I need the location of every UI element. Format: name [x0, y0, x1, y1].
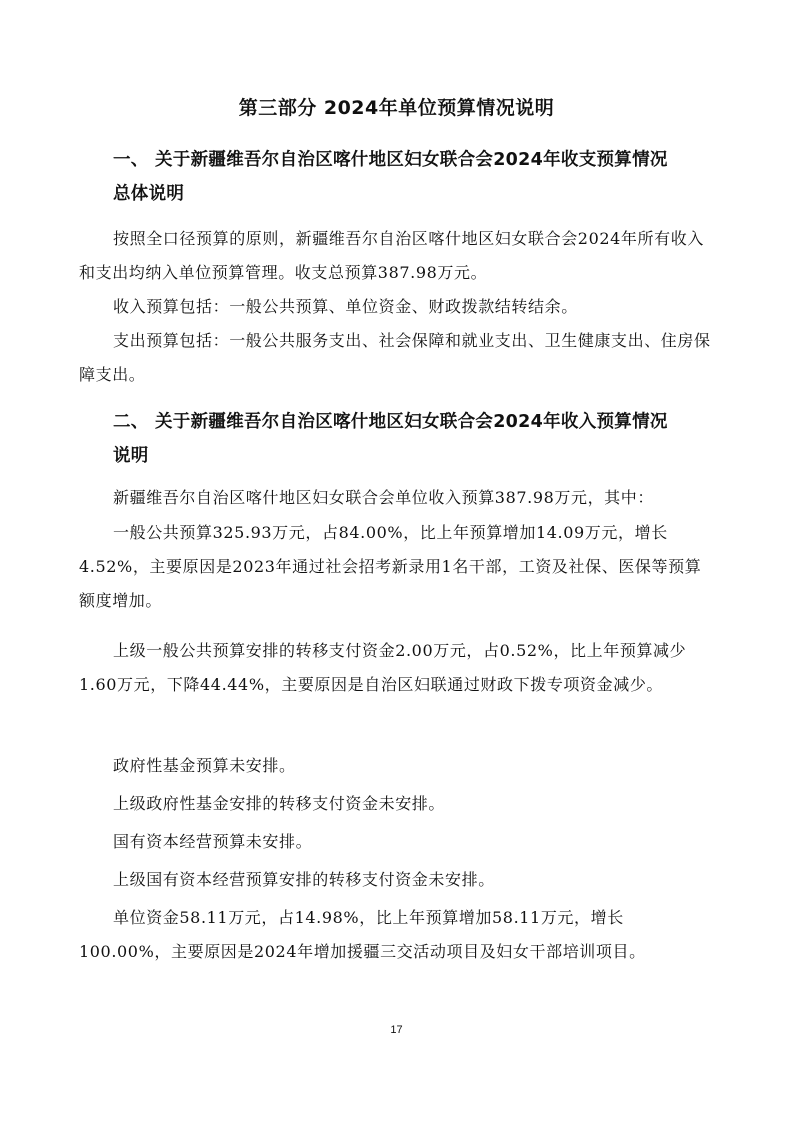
- section2-paragraph-5: 上级政府性基金安排的转移支付资金未安排。: [113, 794, 446, 813]
- section2-paragraph-4: 政府性基金预算未安排。: [113, 756, 296, 775]
- section2-paragraph-1: 新疆维吾尔自治区喀什地区妇女联合会单位收入预算387.98万元，其中：: [113, 488, 654, 507]
- section2-paragraph-7: 上级国有资本经营预算安排的转移支付资金未安排。: [113, 870, 495, 889]
- section2-paragraph-3: 上级一般公共预算安排的转移支付资金2.00万元，占0.52%，比上年预算减少1.60万元，下降44.44%，主要原因是自治区妇联通过财政下拨专项资金减少。: [79, 641, 687, 694]
- page-number: 17: [390, 1024, 403, 1036]
- section1-paragraph-2: 收入预算包括：一般公共预算、单位资金、财政拨款结转结余。: [113, 297, 578, 316]
- section2-heading-line2: 说明: [113, 446, 149, 466]
- section2-paragraph-6: 国有资本经营预算未安排。: [113, 832, 313, 851]
- page-title: 第三部分 2024年单位预算情况说明: [238, 97, 555, 119]
- section2-paragraph-2: 一般公共预算325.93万元，占84.00%，比上年预算增加14.09万元，增长4.52%，主要原因是2023年通过社会招考新录用1名干部，工资及社保、医保等预算额度增加。: [79, 523, 702, 610]
- section1-heading-line1: 一、 关于新疆维吾尔自治区喀什地区妇女联合会2024年收支预算情况: [113, 150, 668, 170]
- section1-heading-line2: 总体说明: [113, 184, 185, 204]
- section1-paragraph-1: 按照全口径预算的原则，新疆维吾尔自治区喀什地区妇女联合会2024年所有收入和支出均纳入单位预算管理。收支总预算387.98万元。: [79, 229, 704, 282]
- section2-paragraph-8: 单位资金58.11万元，占14.98%，比上年预算增加58.11万元，增长100.00%，主要原因是2024年增加援疆三交活动项目及妇女干部培训项目。: [79, 908, 646, 961]
- section2-heading-line1: 二、 关于新疆维吾尔自治区喀什地区妇女联合会2024年收入预算情况: [113, 412, 668, 432]
- section1-paragraph-3: 支出预算包括：一般公共服务支出、社会保障和就业支出、卫生健康支出、住房保障支出。: [79, 331, 711, 384]
